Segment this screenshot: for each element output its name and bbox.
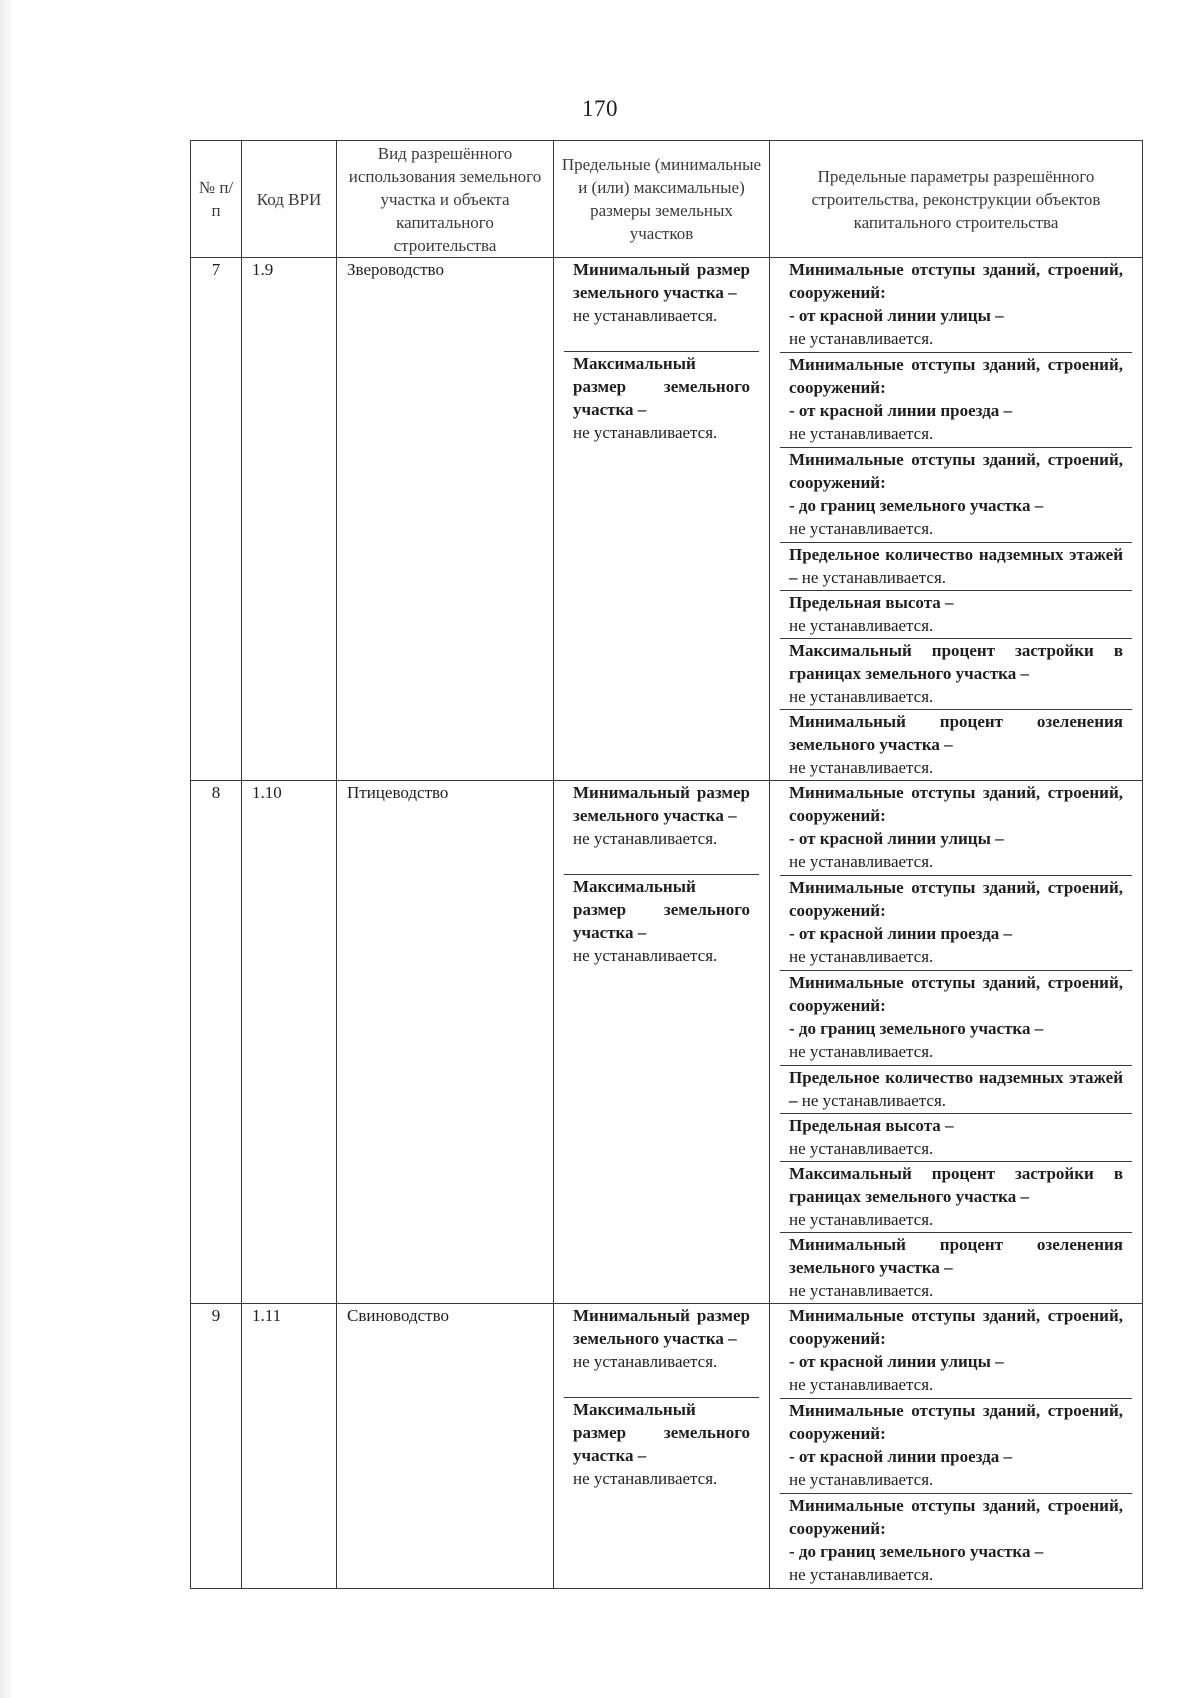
regulations-table bbox=[190, 140, 1143, 1589]
size-value: не устанавливается. bbox=[573, 1352, 718, 1371]
row-code: 1.11 bbox=[242, 1304, 337, 1589]
size-min-block bbox=[564, 258, 759, 351]
param-block bbox=[780, 1398, 1132, 1493]
row-sizes bbox=[554, 258, 770, 781]
param-sub: - от красной линии улицы – bbox=[789, 829, 1004, 848]
param-block bbox=[780, 1065, 1132, 1113]
size-value: не устанавливается. bbox=[573, 423, 718, 442]
param-block bbox=[780, 352, 1132, 447]
param-title: Минимальные отступы зданий, строений, сооружений: bbox=[789, 783, 1123, 825]
row-params bbox=[770, 1304, 1143, 1589]
row-sizes bbox=[554, 781, 770, 1304]
size-max-block bbox=[564, 1397, 759, 1491]
param-sub: - от красной линии проезда – bbox=[789, 924, 1013, 943]
param-value: не устанавливается. bbox=[789, 1375, 934, 1394]
size-title: Минимальный размер земельного участка – bbox=[573, 1306, 750, 1348]
param-value: не устанавливается. bbox=[789, 1042, 934, 1061]
row-use: Птицеводство bbox=[337, 781, 554, 1304]
param-value: не устанавливается. bbox=[801, 1091, 947, 1110]
param-block bbox=[780, 447, 1132, 542]
param-sub: - до границ земельного участка – bbox=[789, 1542, 1044, 1561]
param-value: не устанавливается. bbox=[789, 687, 934, 706]
row-code: 1.10 bbox=[242, 781, 337, 1304]
param-block bbox=[780, 709, 1132, 780]
param-value: не устанавливается. bbox=[789, 758, 934, 777]
param-title: Минимальные отступы зданий, строений, сооружений: bbox=[789, 878, 1123, 920]
param-sub: - до границ земельного участка – bbox=[789, 1019, 1044, 1038]
param-title: Предельная высота – bbox=[789, 593, 954, 612]
size-title: Максимальный размер земельного участка – bbox=[573, 877, 750, 942]
param-block bbox=[780, 875, 1132, 970]
param-title: Максимальный процент застройки в границах земельного участка – bbox=[789, 1164, 1123, 1206]
param-block bbox=[780, 1232, 1132, 1303]
param-block bbox=[780, 1493, 1132, 1588]
param-value: не устанавливается. bbox=[789, 616, 934, 635]
size-title: Минимальный размер земельного участка – bbox=[573, 260, 750, 302]
param-title: Минимальные отступы зданий, строений, сооружений: bbox=[789, 973, 1123, 1015]
param-block bbox=[780, 638, 1132, 709]
size-min-block bbox=[564, 781, 759, 874]
row-params bbox=[770, 258, 1143, 781]
param-value: не устанавливается. bbox=[789, 1470, 934, 1489]
param-block bbox=[780, 1304, 1132, 1398]
regulations-table-wrapper bbox=[190, 140, 1142, 1589]
param-block bbox=[780, 590, 1132, 638]
param-sub: - от красной линии улицы – bbox=[789, 306, 1004, 325]
param-title: Минимальные отступы зданий, строений, сооружений: bbox=[789, 1306, 1123, 1348]
row-use: Звероводство bbox=[337, 258, 554, 781]
param-sub: - до границ земельного участка – bbox=[789, 496, 1044, 515]
table-body bbox=[191, 258, 1143, 1589]
header-sizes: Предельные (минимальные и (или) максимальные) размеры земельных участков bbox=[554, 141, 770, 258]
row-code: 1.9 bbox=[242, 258, 337, 781]
size-value: не устанавливается. bbox=[573, 1469, 718, 1488]
header-use: Вид разрешённого использования земельного участка и объекта капитального строительства bbox=[337, 141, 554, 258]
param-title: Минимальные отступы зданий, строений, сооружений: bbox=[789, 450, 1123, 492]
size-max-block bbox=[564, 874, 759, 968]
param-value: не устанавливается. bbox=[801, 568, 947, 587]
table-row bbox=[191, 781, 1143, 1304]
param-value: не устанавливается. bbox=[789, 947, 934, 966]
row-use: Свиноводство bbox=[337, 1304, 554, 1589]
header-num: № п/п bbox=[191, 141, 242, 258]
row-number: 8 bbox=[191, 781, 242, 1304]
param-value: не устанавливается. bbox=[789, 519, 934, 538]
param-title: Минимальный процент озеленения земельного участка – bbox=[789, 712, 1123, 754]
size-value: не устанавливается. bbox=[573, 306, 718, 325]
header-params: Предельные параметры разрешённого строительства, реконструкции объектов капитального строительства bbox=[770, 141, 1143, 258]
param-title: Максимальный процент застройки в границах земельного участка – bbox=[789, 641, 1123, 683]
param-value: не устанавливается. bbox=[789, 1139, 934, 1158]
table-header bbox=[191, 141, 1143, 258]
param-sub: - от красной линии проезда – bbox=[789, 401, 1013, 420]
param-sub: - от красной линии проезда – bbox=[789, 1447, 1013, 1466]
param-value: не устанавливается. bbox=[789, 852, 934, 871]
param-title: Минимальный процент озеленения земельного участка – bbox=[789, 1235, 1123, 1277]
param-title: Предельная высота – bbox=[789, 1116, 954, 1135]
param-value: не устанавливается. bbox=[789, 1281, 934, 1300]
size-max-block bbox=[564, 351, 759, 445]
row-number: 9 bbox=[191, 1304, 242, 1589]
param-block bbox=[780, 970, 1132, 1065]
param-block bbox=[780, 1113, 1132, 1161]
table-row bbox=[191, 1304, 1143, 1589]
param-block bbox=[780, 1161, 1132, 1232]
row-sizes bbox=[554, 1304, 770, 1589]
param-sub: - от красной линии улицы – bbox=[789, 1352, 1004, 1371]
table-row bbox=[191, 258, 1143, 781]
param-value: не устанавливается. bbox=[789, 424, 934, 443]
param-title: Предельное количество надземных этажей – bbox=[789, 1068, 1123, 1110]
row-params bbox=[770, 781, 1143, 1304]
scan-edge-shadow bbox=[0, 0, 14, 1698]
size-title: Максимальный размер земельного участка – bbox=[573, 1400, 750, 1465]
param-title: Предельное количество надземных этажей – bbox=[789, 545, 1123, 587]
param-title: Минимальные отступы зданий, строений, сооружений: bbox=[789, 355, 1123, 397]
size-title: Максимальный размер земельного участка – bbox=[573, 354, 750, 419]
param-block bbox=[780, 258, 1132, 352]
page-number: 170 bbox=[582, 96, 618, 121]
param-block bbox=[780, 542, 1132, 590]
size-min-block bbox=[564, 1304, 759, 1397]
param-title: Минимальные отступы зданий, строений, сооружений: bbox=[789, 1496, 1123, 1538]
param-block bbox=[780, 781, 1132, 875]
param-title: Минимальные отступы зданий, строений, сооружений: bbox=[789, 260, 1123, 302]
size-title: Минимальный размер земельного участка – bbox=[573, 783, 750, 825]
header-code: Код ВРИ bbox=[242, 141, 337, 258]
param-value: не устанавливается. bbox=[789, 1210, 934, 1229]
header-row bbox=[191, 141, 1143, 258]
size-value: не устанавливается. bbox=[573, 829, 718, 848]
param-value: не устанавливается. bbox=[789, 329, 934, 348]
size-value: не устанавливается. bbox=[573, 946, 718, 965]
row-number: 7 bbox=[191, 258, 242, 781]
param-value: не устанавливается. bbox=[789, 1565, 934, 1584]
param-title: Минимальные отступы зданий, строений, сооружений: bbox=[789, 1401, 1123, 1443]
